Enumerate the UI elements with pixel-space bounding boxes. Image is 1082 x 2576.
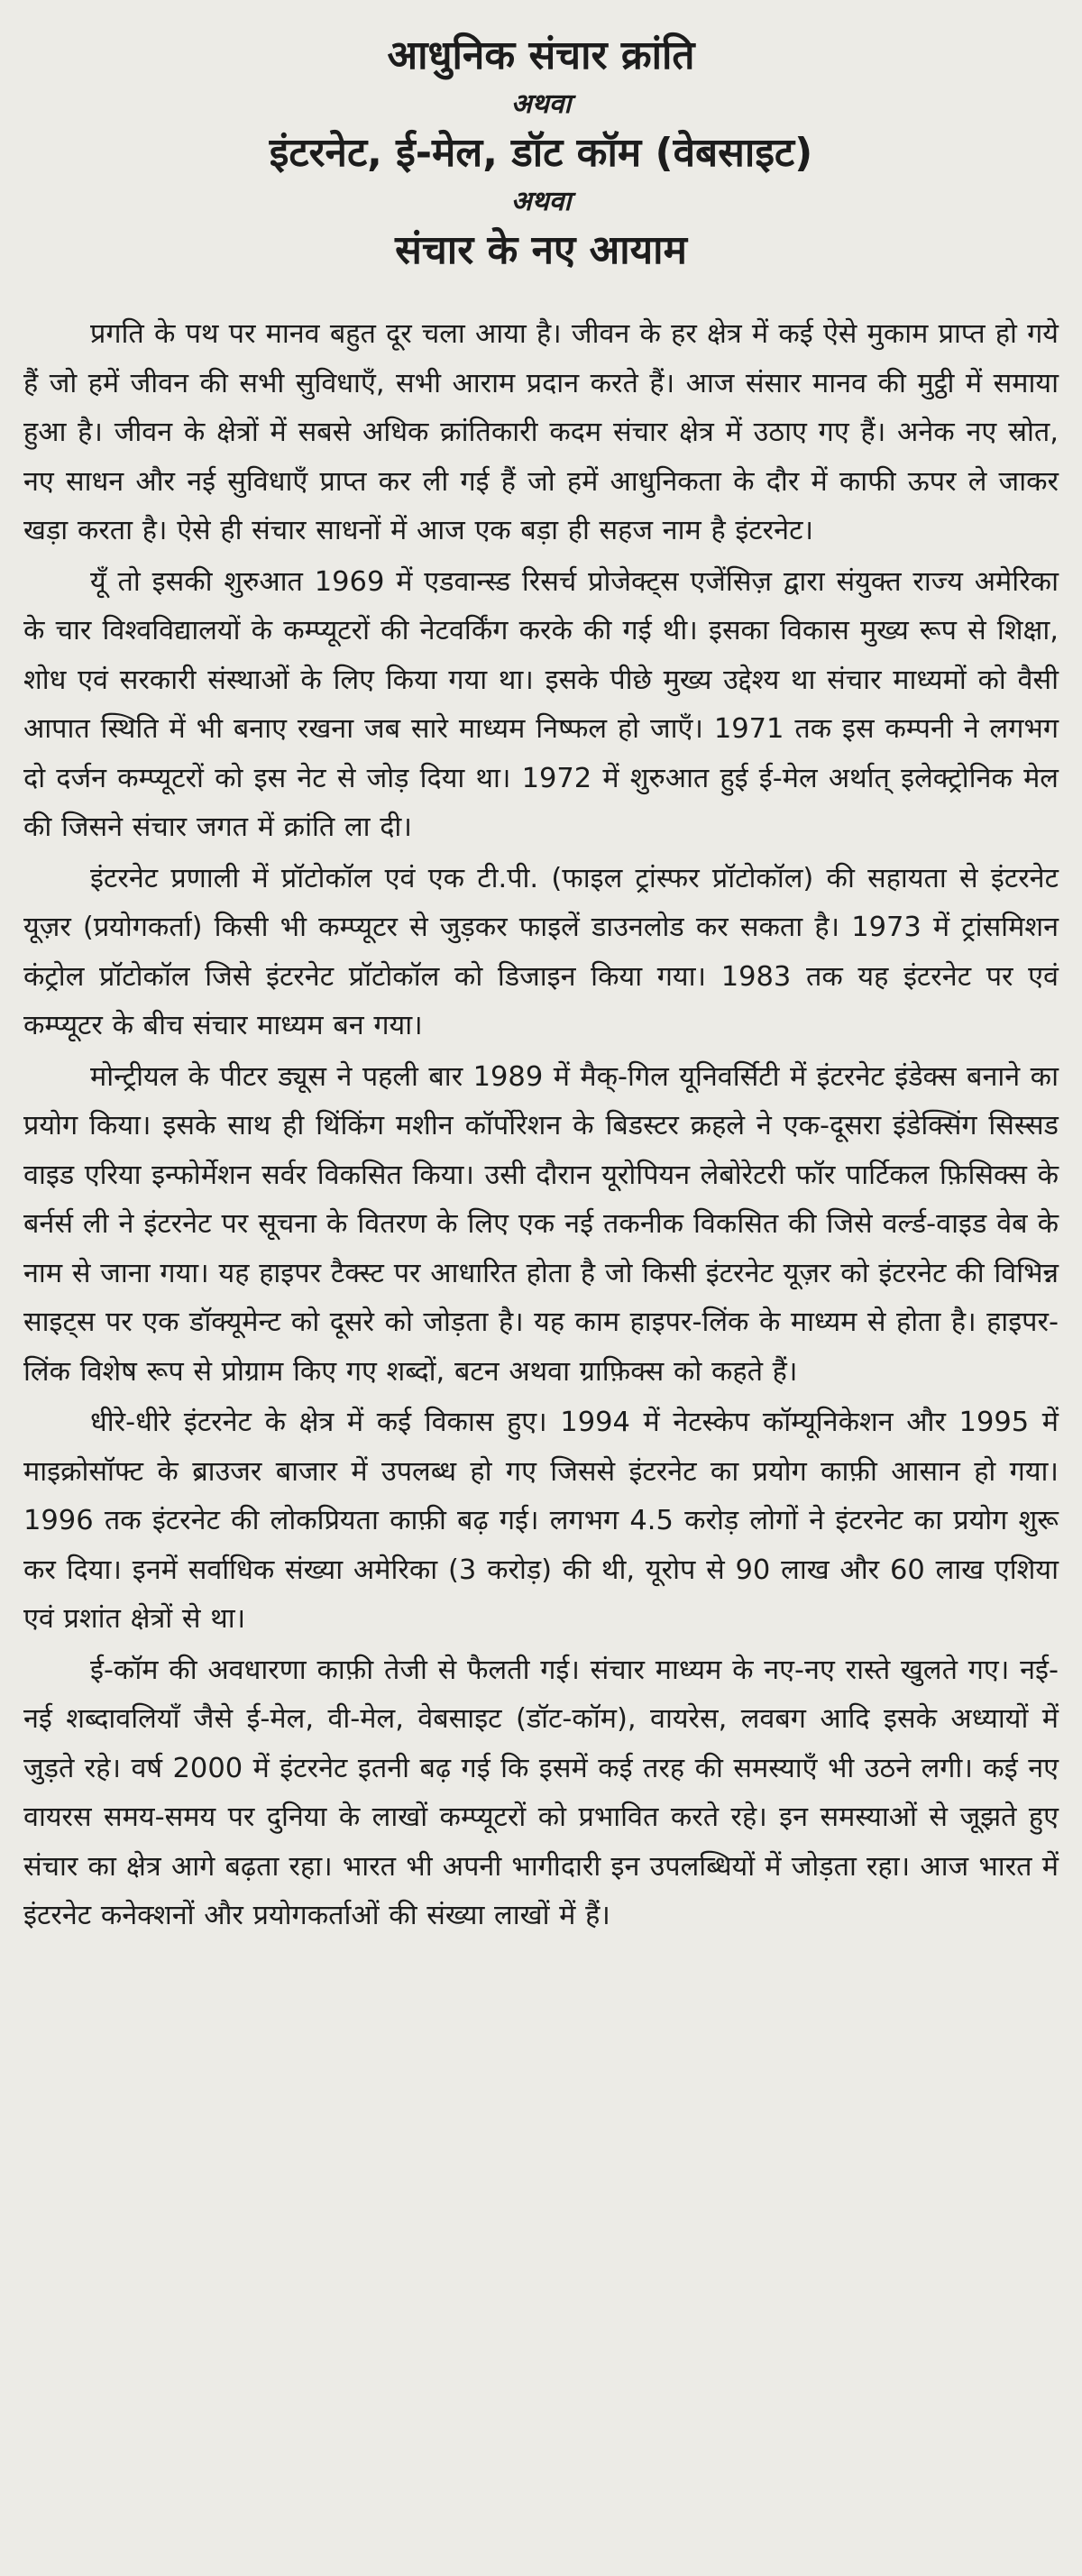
paragraph-e-commerce: ई-कॉम की अवधारणा काफ़ी तेजी से फैलती गई। संचार माध्यम के नए-नए रास्ते खुलते गए। नई-नई शब्दावलियाँ जैसे ई-मेल, वी-मेल, वेबसाइट (डॉट-कॉम), वायरेस, लवबग आदि इसके अध्यायों में जुड़ते रहे। वर्ष 2000 में इंटरनेट इतनी बढ़ गई कि इसमें कई तरह की समस्याएँ भी उठने लगी। कई नए वायरस समय-समय पर दुनिया के लाखों कम्प्यूटरों को प्रभावित करते रहे। इन समस्याओं से जूझते हुए संचार का क्षेत्र आगे बढ़ता रहा। भारत भी अपनी भागीदारी इन उपलब्धियों में जोड़ता रहा। आज भारत में इंटरनेट कनेक्शनों और प्रयोगकर्ताओं की संख्या लाखों में हैं। (23, 1654, 1059, 1931)
paragraph-intro: प्रगति के पथ पर मानव बहुत दूर चला आया है। जीवन के हर क्षेत्र में कई ऐसे मुकाम प्राप्त हो गये हैं जो हमें जीवन की सभी सुविधाएँ, सभी आराम प्रदान करते हैं। आज संसार मानव की मुट्ठी में समाया हुआ है। जीवन के क्षेत्रों में सबसे अधिक क्रांतिकारी कदम संचार क्षेत्र में उठाए गए हैं। अनेक नए स्रोत, नए साधन और नई सुविधाएँ प्राप्त कर ली गई हैं जो हमें आधुनिकता के दौर में काफी ऊपर ले जाकर खड़ा करता है। ऐसे ही संचार साधनों में आज एक बड़ा ही सहज नाम है इंटरनेट। (23, 318, 1059, 546)
paragraph-growth: धीरे-धीरे इंटरनेट के क्षेत्र में कई विकास हुए। 1994 में नेटस्केप कॉम्यूनिकेशन और 1995 में माइक्रोसॉफ्ट के ब्राउजर बाजार में उपलब्ध हो गए जिससे इंटरनेट का प्रयोग काफ़ी आसान हो गया। 1996 तक इंटरनेट की लोकप्रियता काफ़ी बढ़ गई। लगभग 4.5 करोड़ लोगों ने इंटरनेट का प्रयोग शुरू कर दिया। इनमें सर्वाधिक संख्या अमेरिका (3 करोड़) की थी, यूरोप से 90 लाख और 60 लाख एशिया एवं प्रशांत क्षेत्रों से था। (23, 1407, 1059, 1635)
paragraph-world-wide-web: मोन्ट्रीयल के पीटर ड्यूस ने पहली बार 1989 में मैक्-गिल यूनिवर्सिटी में इंटरनेट इंडेक्स बनाने का प्रयोग किया। इसके साथ ही थिंकिंग मशीन कॉर्पोरेशन के बिडस्टर क्रहले ने एक-दूसरा इंडेक्सिंग सिस्सड वाइड एरिया इन्फोर्मेशन सर्वर विकसित किया। उसी दौरान यूरोपियन लेबोरेटरी फॉर पार्टिकल फ़िसिक्स के बर्नर्स ली ने इंटरनेट पर सूचना के वितरण के लिए एक नई तकनीक विकसित की जिसे वर्ल्ड-वाइड वेब के नाम से जाना गया। यह हाइपर टैक्स्ट पर आधारित होता है जो किसी इंटरनेट यूज़र को इंटरनेट की विभिन्न साइट्स पर एक डॉक्यूमेन्ट को दूसरे को जोड़ता है। यह काम हाइपर-लिंक के माध्यम से होता है। हाइपर-लिंक विशेष रूप से प्रोग्राम किए गए शब्दों, बटन अथवा ग्राफ़िक्स को कहते हैं। (23, 1060, 1059, 1388)
title-secondary: इंटरनेट, ई-मेल, डॉट कॉम (वेबसाइट) (269, 130, 813, 176)
essay-heading (23, 27, 1059, 280)
paragraph-protocols: इंटरनेट प्रणाली में प्रॉटोकॉल एवं एक टी.पी. (फाइल ट्रांस्फर प्रॉटोकॉल) की सहायता से इंटरनेट यूज़र (प्रयोगकर्ता) किसी भी कम्प्यूटर से जुड़कर फाइलें डाउनलोड कर सकता है। 1973 में ट्रांसमिशन कंट्रोल प्रॉटोकॉल जिसे इंटरनेट प्रॉटोकॉल को डिजाइन किया गया। 1983 तक यह इंटरनेट पर एवं कम्प्यूटर के बीच संचार माध्यम बन गया। (23, 862, 1059, 1041)
alternate-separator: अथवा (510, 88, 572, 120)
alternate-separator: अथवा (510, 186, 572, 217)
title-tertiary: संचार के नए आयाम (395, 227, 687, 273)
paragraph-history: यूँ तो इसकी शुरुआत 1969 में एडवान्स्ड रिसर्च प्रोजेक्ट्स एजेंसिज़ द्वारा संयुक्त राज्य अमेरिका के चार विश्वविद्यालयों के कम्प्यूटरों की नेटवर्किंग करके की गई थी। इसका विकास मुख्य रूप से शिक्षा, शोध एवं सरकारी संस्थाओं के लिए किया गया था। इसके पीछे मुख्य उद्देश्य था संचार माध्यमों को वैसी आपात स्थिति में भी बनाए रखना जब सारे माध्यम निष्फल हो जाएँ। 1971 तक इस कम्पनी ने लगभग दो दर्जन कम्प्यूटरों को इस नेट से जोड़ दिया था। 1972 में शुरुआत हुई ई-मेल अर्थात् इलेक्ट्रोनिक मेल की जिसने संचार जगत में क्रांति ला दी। (23, 565, 1059, 843)
title-primary: आधुनिक संचार क्रांति (387, 32, 695, 78)
essay-body (23, 310, 1059, 1941)
